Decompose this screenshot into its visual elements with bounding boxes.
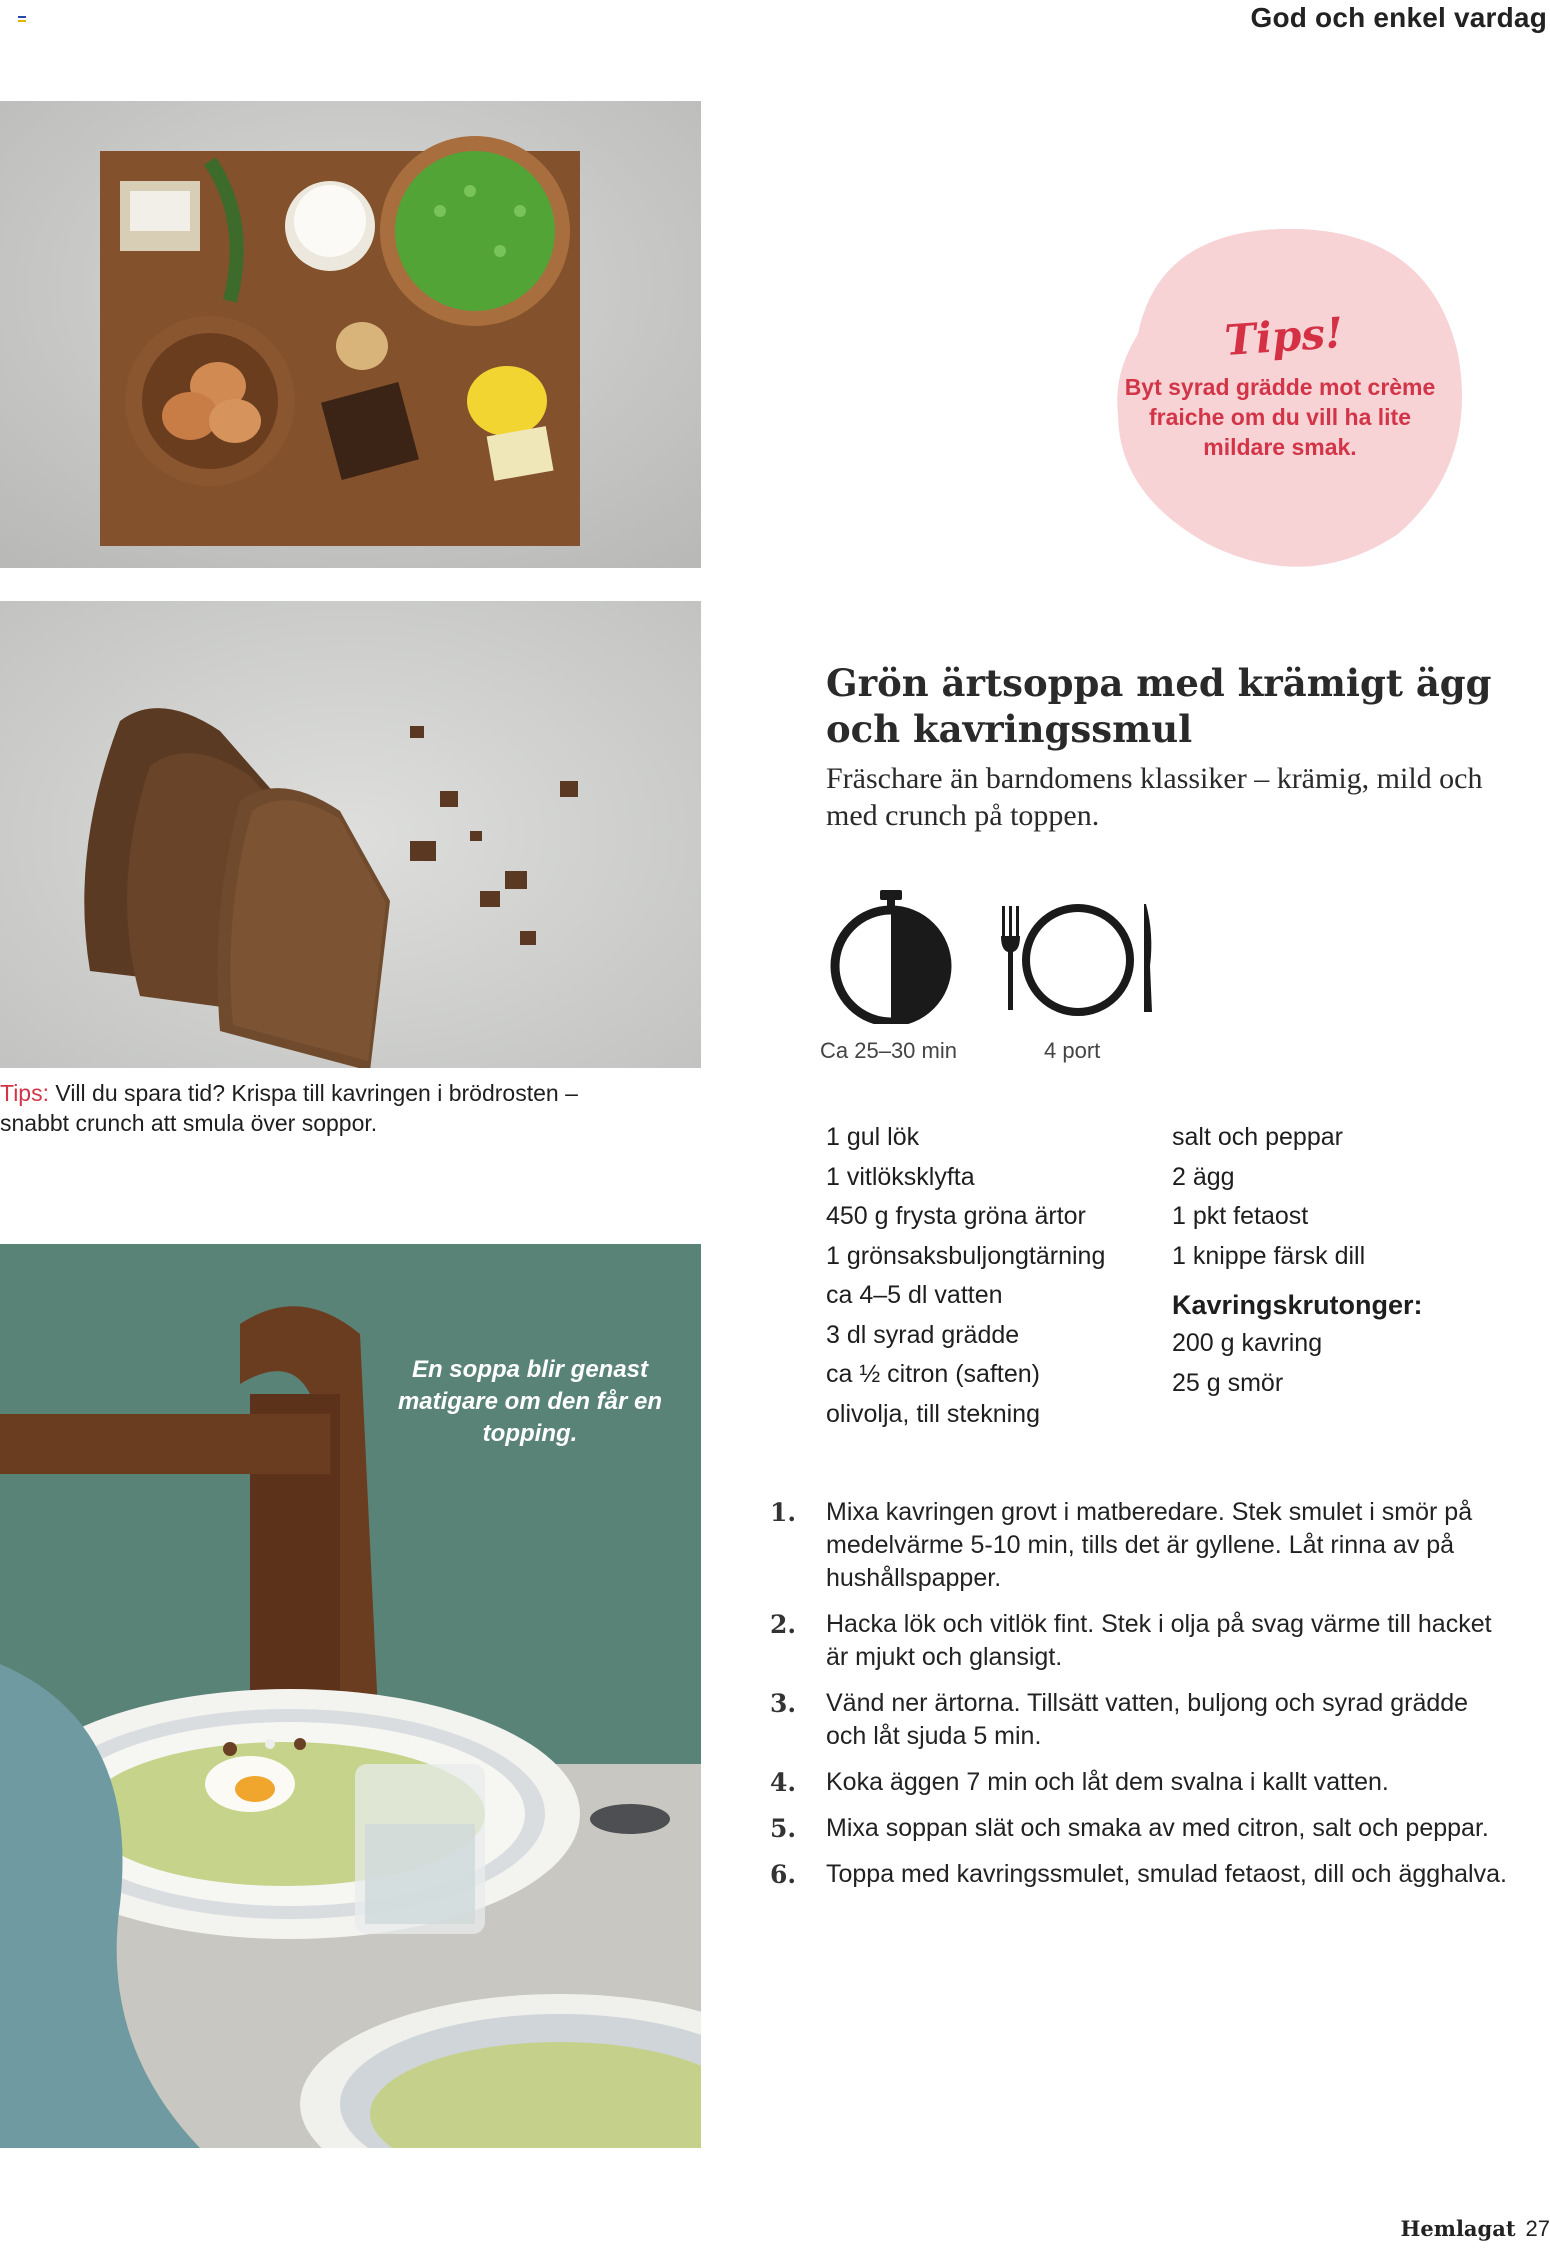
ingredient: salt och peppar	[1172, 1123, 1343, 1151]
rye-bread-photo	[0, 601, 701, 1068]
step-number: 3.	[770, 1689, 797, 1718]
step-item	[770, 1496, 1510, 1595]
steps-list	[770, 1496, 1510, 1904]
step-number: 4.	[770, 1768, 797, 1797]
step-number: 2.	[770, 1610, 797, 1639]
ingredient: olivolja, till stekning	[826, 1399, 1040, 1428]
ingredient: 1 knippe färsk dill	[1172, 1241, 1366, 1270]
ingredient: ca ½ citron (saften)	[826, 1360, 1040, 1388]
corner-mark	[18, 16, 26, 24]
step-number: 1.	[770, 1498, 797, 1527]
photo-quote: En soppa blir genast matigare om den får en topping.	[397, 1356, 663, 1447]
plate-cutlery-icon	[998, 900, 1158, 1018]
step-number: 6.	[770, 1860, 797, 1889]
ingredient: 450 g frysta gröna ärtor	[826, 1202, 1086, 1230]
ingredient: 3 dl syrad grädde	[826, 1320, 1020, 1349]
step-item	[770, 1608, 1510, 1674]
step-item	[770, 1687, 1510, 1753]
ingredient: 2 ägg	[1172, 1162, 1235, 1191]
side-tip	[0, 1078, 650, 1138]
tip-box	[1098, 214, 1470, 576]
ingredient: 200 g kavring	[1172, 1329, 1323, 1357]
step-item	[770, 1812, 1510, 1845]
step-text: Koka äggen 7 min och låt dem svalna i kallt vatten.	[826, 1768, 1389, 1796]
ingredient: 1 pkt fetaost	[1172, 1202, 1309, 1230]
recipe-subtitle: Fräschare än barndomens klassiker – krämig, mild och med crunch på toppen.	[826, 762, 1483, 832]
ingredient: 1 gul lök	[826, 1123, 920, 1151]
ingredients-right	[1172, 1118, 1423, 1403]
timer-icon	[826, 888, 956, 1024]
page-footer	[1401, 2216, 1550, 2256]
time-label: Ca 25–30 min	[820, 1038, 957, 1063]
side-tip-lead: Tips:	[0, 1080, 49, 1106]
step-text: Mixa soppan slät och smaka av med citron, salt och peppar.	[826, 1814, 1489, 1842]
tip-heading: Tips!	[1223, 307, 1345, 366]
side-tip-text: Vill du spara tid? Krispa till kavringen i brödrosten – snabbt crunch att smula över soppor.	[0, 1080, 578, 1136]
portions-label: 4 port	[1044, 1038, 1101, 1063]
ingredients-photo	[0, 101, 701, 568]
page-number: 27	[1525, 2216, 1550, 2241]
magazine-name: Hemlagat	[1400, 2216, 1516, 2241]
step-text: Toppa med kavringssmulet, smulad fetaost, dill och ägghalva.	[826, 1860, 1507, 1888]
step-text: Mixa kavringen grovt i matberedare. Stek smulet i smör på medelvärme 5-10 min, tills det är gyllene. Låt rinna av på hushållspapper.	[826, 1498, 1473, 1592]
step-item	[770, 1766, 1510, 1799]
ingredient: ca 4–5 dl vatten	[826, 1281, 1003, 1309]
ingredient: 1 grönsaksbuljongtärning	[826, 1241, 1106, 1270]
tip-text: Byt syrad grädde mot crème fraiche om du vill ha lite mildare smak.	[1124, 374, 1436, 460]
ingredients-left	[826, 1118, 1105, 1434]
step-text: Vänd ner ärtorna. Tillsätt vatten, buljong och syrad grädde och låt sjuda 5 min.	[826, 1689, 1469, 1750]
recipe-title: Grön ärtsoppa med krämigt ägg och kavringssmul	[826, 661, 1492, 751]
step-text: Hacka lök och vitlök fint. Stek i olja på svag värme till hacket är mjukt och glansigt.	[826, 1610, 1492, 1671]
section-label: God och enkel vardag	[1250, 2, 1547, 33]
ingredient: 25 g smör	[1172, 1368, 1284, 1397]
ingredient: 1 vitlöksklyfta	[826, 1162, 975, 1191]
subsection-title: Kavringskrutonger:	[1172, 1290, 1423, 1320]
step-item	[770, 1858, 1510, 1891]
step-number: 5.	[770, 1814, 797, 1843]
